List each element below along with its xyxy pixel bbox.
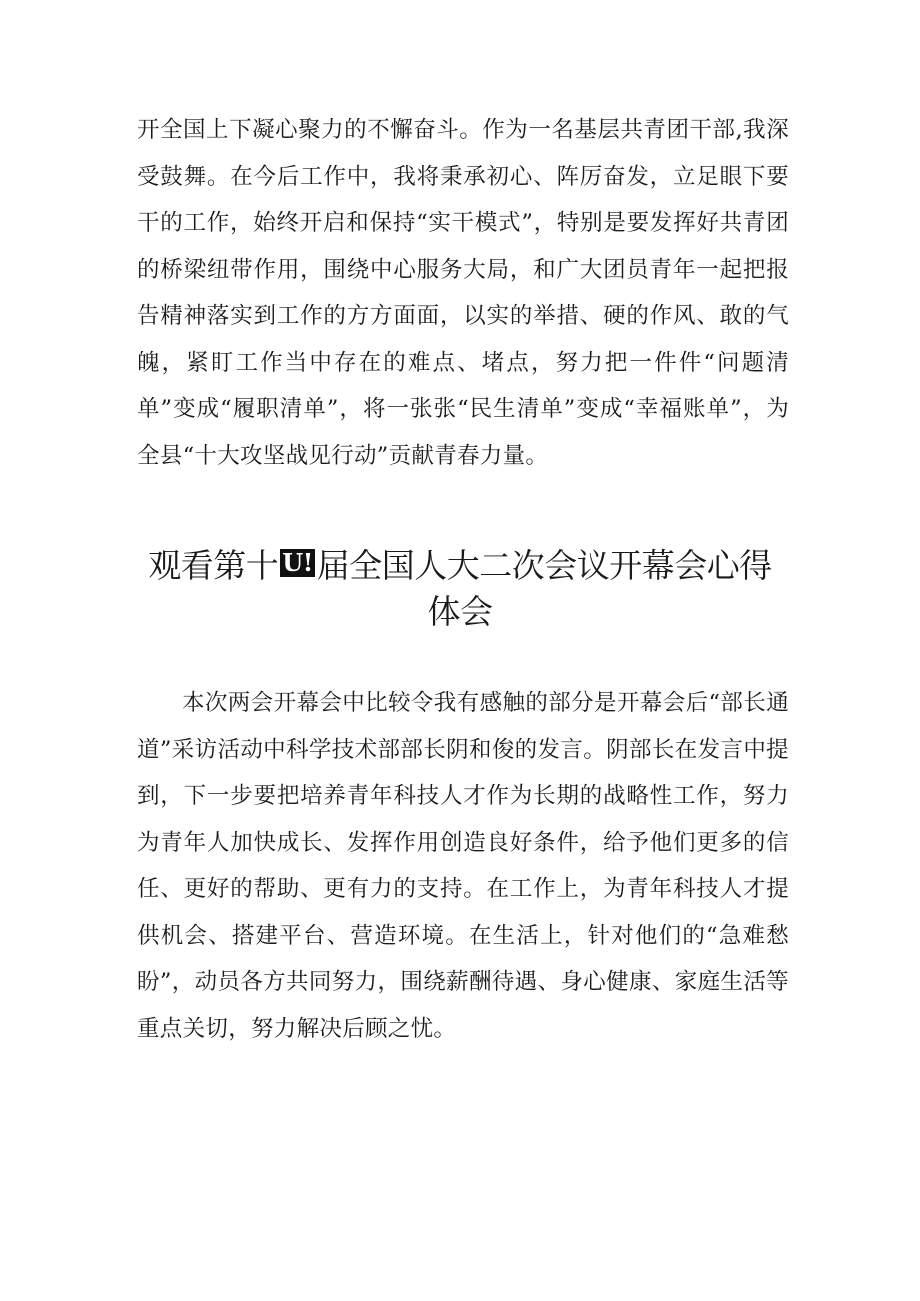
- body-paragraph-1: 开全国上下凝心聚力的不懈奋斗。作为一名基层共青团干部,我深受鼓舞。在今后工作中，我将秉承初心、阵厉奋发，立足眼下要干的工作，始终开启和保持“实干模式”，特别是要发挥好共青团的桥梁纽带作用，围绕中心服务大局，和广大团员青年一起把报告精神落实到工作的方方面面，以实的举措、硬的作风、敢的气魄，紧盯工作当中存在的难点、堵点，努力把一件件“问题清单”变成“履职清单”，将一张张“民生清单”变成“幸福账单”，为全县“十大攻坚战见行动”贡献青春力量。: [137, 117, 789, 469]
- document-title: [140, 543, 780, 635]
- body-paragraph-2: 本次两会开幕会中比较令我有感触的部分是开幕会后“部长通道”采访活动中科学技术部部长阴和俊的发言。阴部长在发言中提到，下一步要把培养青年科技人才作为长期的战略性工作，努力为青年人加快成长、发挥作用创造良好条件，给予他们更多的信任、更好的帮助、更有力的支持。在工作上，为青年科技人才提供机会、搭建平台、营造环境。在生活上，针对他们的“急难愁盼”，动员各方共同努力，围绕薪酬待遇、身心健康、家庭生活等重点关切，努力解决后顾之忧。: [137, 690, 789, 1042]
- title-text-end: 届全国人大二次会议开幕会心得体会: [316, 546, 772, 631]
- title-text-start: 观看第十: [148, 546, 279, 585]
- title-glitch-glyph: U!: [282, 548, 313, 577]
